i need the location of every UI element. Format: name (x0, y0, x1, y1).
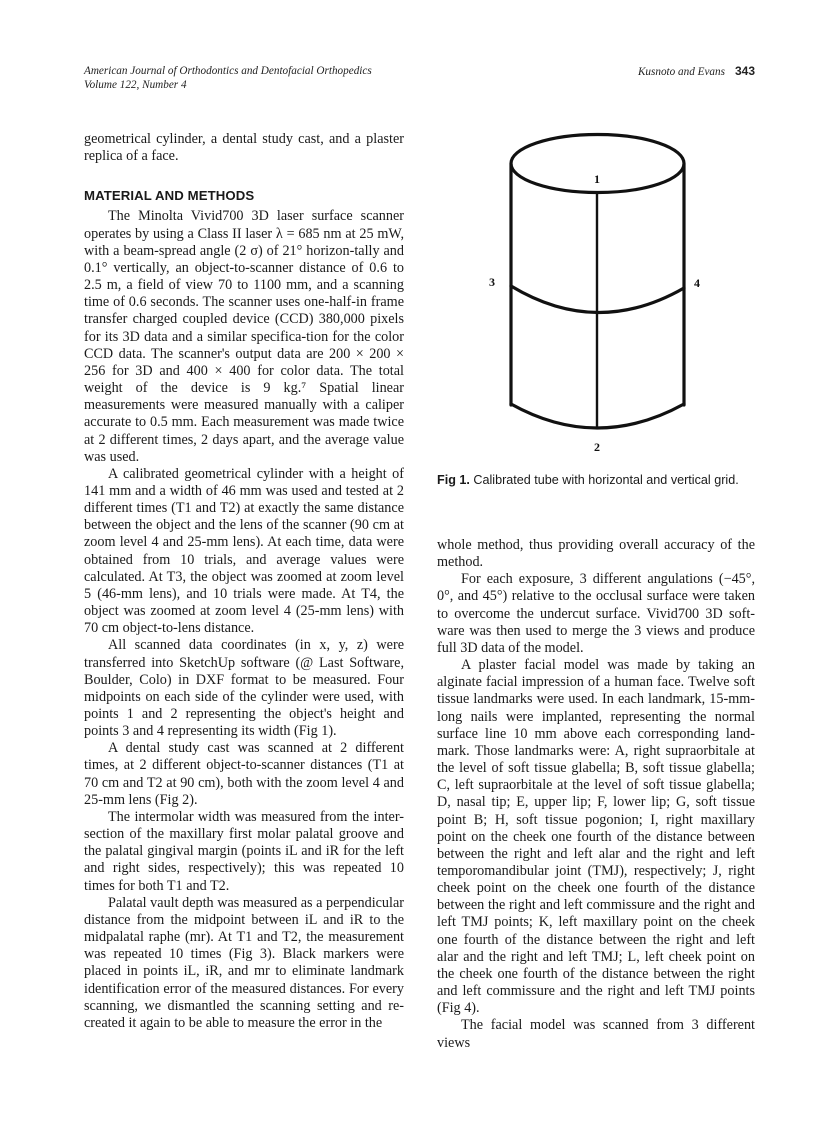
journal-title: American Journal of Orthodontics and Dentofacial Orthopedics (84, 65, 372, 77)
paragraph-dental-cast: A dental study cast was scanned at 2 different times, at 2 different object-to-scanner distances (T1 at 70 cm and T2 at 90 cm), both with the zoom level 4 and 25-mm lens (Fig 2). (84, 740, 404, 808)
figure-number: Fig 1. (437, 473, 470, 487)
left-column (84, 131, 404, 1032)
point-label-2: 2 (594, 440, 600, 454)
section-heading: MATERIAL AND METHODS (84, 188, 255, 204)
page-number: 343 (734, 64, 755, 78)
journal-volume: Volume 122, Number 4 (84, 79, 187, 91)
point-label-1: 1 (594, 172, 600, 186)
paragraph-facial-model: A plaster facial model was made by taking an alginate facial impression of a human face. Twelve soft tissue landmarks were used. In each landmark, 15-mm-long nails were implanted, representing the normal surface line 10 mm above each corresponding land-mark. Those landmarks were: A, right supraorbitale at the level of soft tissue glabella; B, soft tissue glabella; C, left supraorbitale at the level of soft tissue glabella; D, nasal tip; E, upper lip; F, lower lip; G, soft tissue point B; H, soft tissue pogonion; I, right maxillary point on the cheek one fourth of the distance between between the right and left alar and the right and left temporomandibular joint (TMJ), respectively; J, right cheek point on the cheek one fourth of the distance between the right and left commissure and the right and left TMJ points; K, left maxillary point on the cheek one fourth of the distance between the right and left alar and the right and left TMJ; L, left cheek point on the cheek one fourth of the distance between the right and left commissure and the right and left TMJ points (Fig 4). (437, 657, 755, 1017)
page-info (638, 64, 755, 79)
paragraph-intermolar: The intermolar width was measured from the inter-section of the maxillary first molar palatal groove and the palatal gingival margin (points iL and iR for the left and right sides, respectively); this was repeated 10 times for both T1 and T2. (84, 808, 404, 894)
paragraph-exposure: For each exposure, 3 different angulations (−45°, 0°, and 45°) relative to the occlusal surface were taken to overcome the undercut surface. Vivid700 3D soft-ware was then used to merge the 3 views and produce full 3D data of the model. (437, 571, 755, 656)
journal-info (84, 64, 372, 92)
figure-1 (437, 120, 755, 465)
figure-caption (437, 472, 755, 489)
paragraph-scanner-specs: The Minolta Vivid700 3D laser surface scanner operates by using a Class II laser λ = 685 nm at 25 mW, with a beam-spread angle (2 σ) of 21° horizon-tally and 0.1° vertically, an object-to-scanner distance of 0.6 to 2.5 m, a field of view 70 to 1100 mm, and a scanning time of 0.6 seconds. The scanner uses one-half-in frame transfer charged coupled device (CCD) 380,000 pixels for its 3D data and a similar specifica-tion for the color CCD data. The scanner's output data are 200 × 200 × 256 for 3D and 400 × 400 for color data. The total weight of the device is 9 kg.⁷ Spatial linear measurements were measured manually with a caliper accurate to 0.5 mm. Each measurement was made twice at 2 different times, 2 days apart, and the average value was used. (84, 208, 404, 465)
author-names: Kusnoto and Evans (637, 66, 725, 78)
paragraph-cylinder: A calibrated geometrical cylinder with a height of 141 mm and a width of 46 mm was used and tested at 2 different times (T1 and T2) at exactly the same distance between the object and the lens of the scanner (90 cm at zoom level 4 and 25-mm lens). At each time, data were obtained from 10 trials, and average values were calculated. At T3, the object was zoomed at zoom level 5 (46-mm lens), and 10 trials were made. At T4, the object was zoomed at zoom level 4 (25-mm lens) with 70 cm object-to-lens distance. (84, 465, 404, 637)
intro-continuation: geometrical cylinder, a dental study cast, and a plaster replica of a face. (84, 131, 404, 165)
paragraph-palatal-vault: Palatal vault depth was measured as a perpendicular distance from the midpoint between iL and iR to the midpalatal raphe (mr). At T1 and T2, the measurement was repeated 10 times (Fig 3). Black markers were placed in points iL, iR, and mr to eliminate landmark identification error of the measured distances. For every scanning, we dismantled the scanning setting and re-created it again to be able to measure the error in the (84, 894, 404, 1031)
paragraph-sketchup: All scanned data coordinates (in x, y, z) were transferred into SketchUp software (@ Last Software, Boulder, Colo) in DXF format to be measured. Four midpoints on each side of the cylinder were used, with points 1 and 2 representing the object's height and points 3 and 4 representing its width (Fig 1). (84, 637, 404, 740)
caption-text: Calibrated tube with horizontal and vertical grid. (473, 473, 739, 487)
paragraph-whole-method: whole method, thus providing overall accuracy of the method. (437, 537, 755, 571)
point-label-3: 3 (489, 275, 495, 289)
paragraph-facial-scan: The facial model was scanned from 3 different views (437, 1017, 755, 1051)
point-label-4: 4 (694, 276, 700, 290)
right-column (437, 537, 755, 1052)
